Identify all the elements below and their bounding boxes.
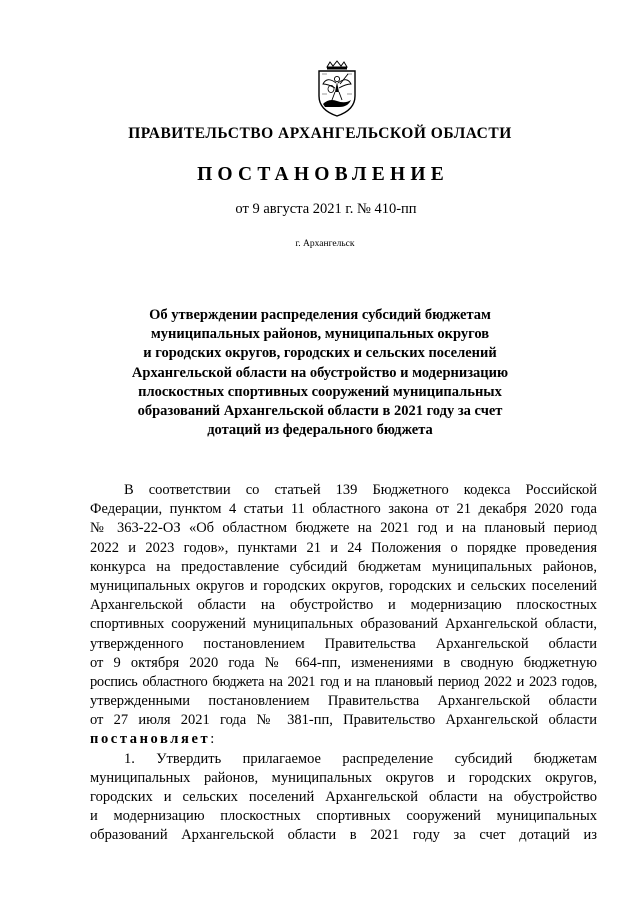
item-line: муниципальных районов, муниципальных округов и городских округов, bbox=[90, 769, 597, 786]
coat-of-arms-emblem bbox=[313, 60, 361, 118]
body-line: 2022 и 2023 годов», пунктами 21 и 24 Положения о порядке проведения bbox=[90, 539, 597, 556]
decree-line bbox=[90, 730, 597, 749]
body-line: Федерации, пунктом 4 статьи 11 областного закона от 21 декабря 2020 года bbox=[90, 501, 597, 518]
item-line: образований Архангельской области в 2021 году за счет дотаций из bbox=[90, 827, 597, 844]
body-line: роспись областного бюджета на 2021 год и на плановый период 2022 и 2023 годов, bbox=[90, 673, 597, 690]
body-line: от 9 октября 2020 года № 664-пп, изменениями в сводную бюджетную bbox=[90, 654, 597, 671]
decree-colon: : bbox=[210, 731, 215, 748]
document-city: г. Архангельск bbox=[295, 239, 355, 249]
archangel-coat-of-arms-icon bbox=[313, 60, 361, 118]
body-line: В соответствии со статьей 139 Бюджетного кодекса Российской bbox=[124, 482, 597, 498]
heading-line: Архангельской области на обустройство и модернизацию bbox=[131, 364, 509, 381]
body-line: утвержденными постановлением Правительства Архангельской области bbox=[90, 693, 597, 710]
body-line: Архангельской области на обустройство и модернизацию плоскостных bbox=[90, 597, 597, 614]
heading-line: образований Архангельской области в 2021 году за счет bbox=[137, 403, 503, 420]
government-title: ПРАВИТЕЛЬСТВО АРХАНГЕЛЬСКОЙ ОБЛАСТИ bbox=[128, 125, 512, 142]
body-line: утвержденного постановлением Правительства Архангельской области bbox=[90, 635, 597, 652]
body-line: спортивных сооружений муниципальных образований Архангельской области, bbox=[90, 616, 597, 633]
document-heading bbox=[90, 306, 550, 440]
item-line: и модернизацию плоскостных спортивных сооружений муниципальных bbox=[90, 808, 597, 825]
heading-line: дотаций из федерального бюджета bbox=[207, 422, 433, 439]
document-body bbox=[90, 481, 597, 846]
item-line: городских и сельских поселений Архангельской области на обустройство bbox=[90, 789, 597, 805]
item-line: 1. Утвердить прилагаемое распределение субсидий бюджетам bbox=[124, 750, 597, 767]
body-line: № 363-22-ОЗ «Об областном бюджете на 2021 год и на плановый период bbox=[90, 520, 597, 537]
body-line: конкурса на предоставление субсидий бюджетам муниципальных районов, bbox=[90, 558, 597, 575]
document-date-number: от 9 августа 2021 г. № 410-пп bbox=[235, 201, 417, 217]
body-line: муниципальных округов и городских округов, городских и сельских поселений bbox=[90, 577, 597, 594]
body-line: от 27 июля 2021 года № 381-пп, Правительство Архангельской области bbox=[90, 712, 597, 729]
decree-word: постановляет bbox=[90, 731, 211, 748]
heading-line: и городских округов, городских и сельских поселений bbox=[143, 345, 497, 362]
heading-line: Об утверждении распределения субсидий бюджетам bbox=[149, 307, 491, 323]
heading-line: муниципальных районов, муниципальных округов bbox=[150, 326, 490, 343]
document-type: ПОСТАНОВЛЕНИЕ bbox=[197, 164, 449, 185]
heading-line: плоскостных спортивных сооружений муниципальных bbox=[138, 383, 502, 400]
